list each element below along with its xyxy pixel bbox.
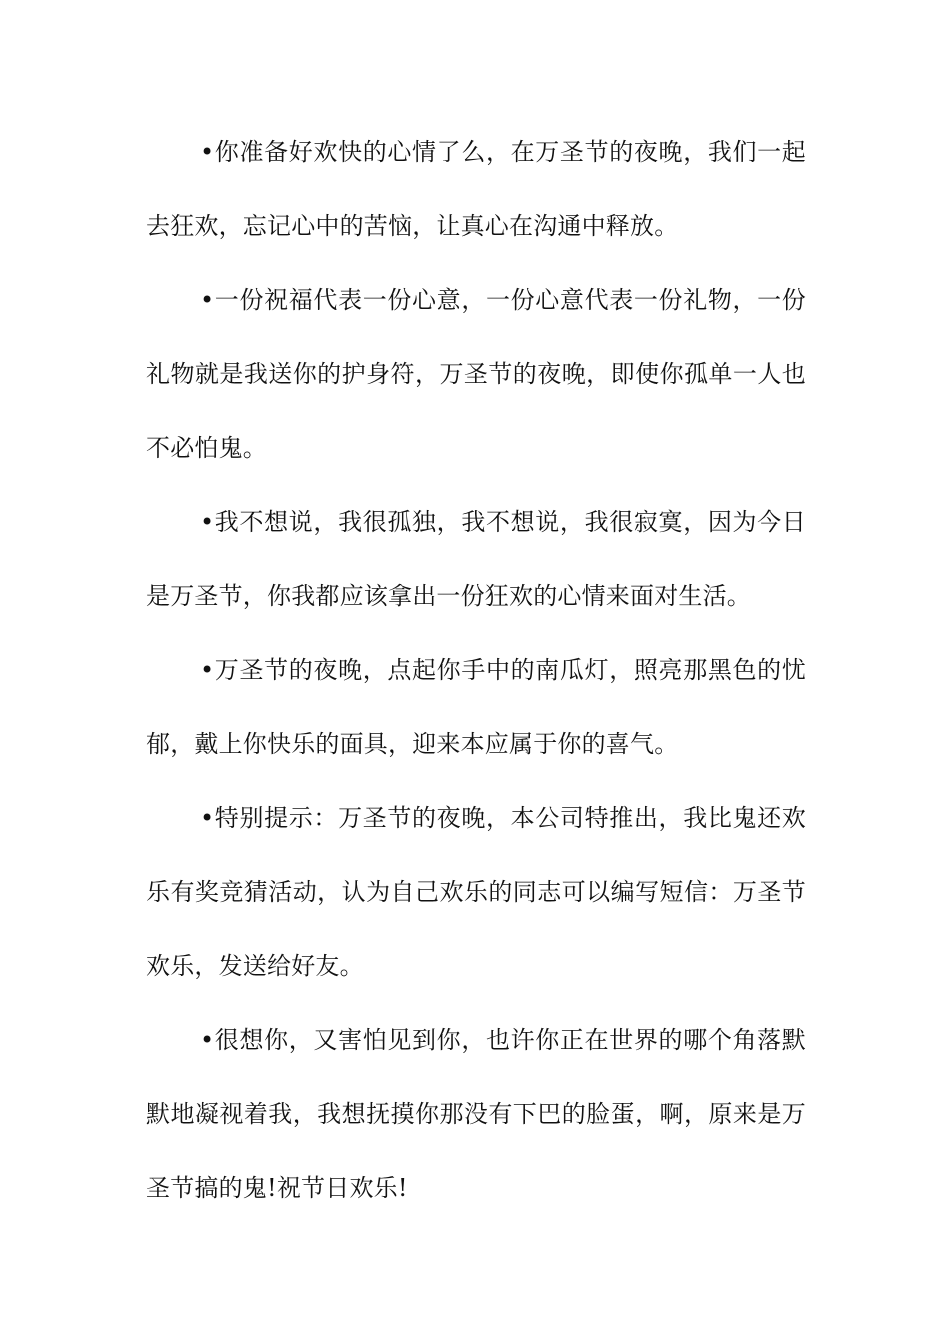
paragraph-5: •特别提示：万圣节的夜晚，本公司特推出，我比鬼还欢乐有奖竞猜活动，认为自己欢乐的同志可以编写短信：万圣节欢乐，发送给好友。 <box>146 804 806 980</box>
paragraph-4: •万圣节的夜晚，点起你手中的南瓜灯，照亮那黑色的忧郁，戴上你快乐的面具，迎来本应属于你的喜气。 <box>146 656 806 758</box>
paragraph-2: •一份祝福代表一份心意，一份心意代表一份礼物，一份礼物就是我送你的护身符，万圣节的夜晚，即使你孤单一人也不必怕鬼。 <box>146 286 806 462</box>
document-body <box>146 115 806 1225</box>
paragraph-1: •你准备好欢快的心情了么，在万圣节的夜晚，我们一起去狂欢，忘记心中的苦恼，让真心在沟通中释放。 <box>146 138 806 240</box>
paragraph-6: •很想你，又害怕见到你，也许你正在世界的哪个角落默默地凝视着我，我想抚摸你那没有下巴的脸蛋，啊，原来是万圣节搞的鬼!祝节日欢乐! <box>146 1026 806 1202</box>
paragraph-3: •我不想说，我很孤独，我不想说，我很寂寞，因为今日是万圣节，你我都应该拿出一份狂欢的心情来面对生活。 <box>146 508 806 610</box>
